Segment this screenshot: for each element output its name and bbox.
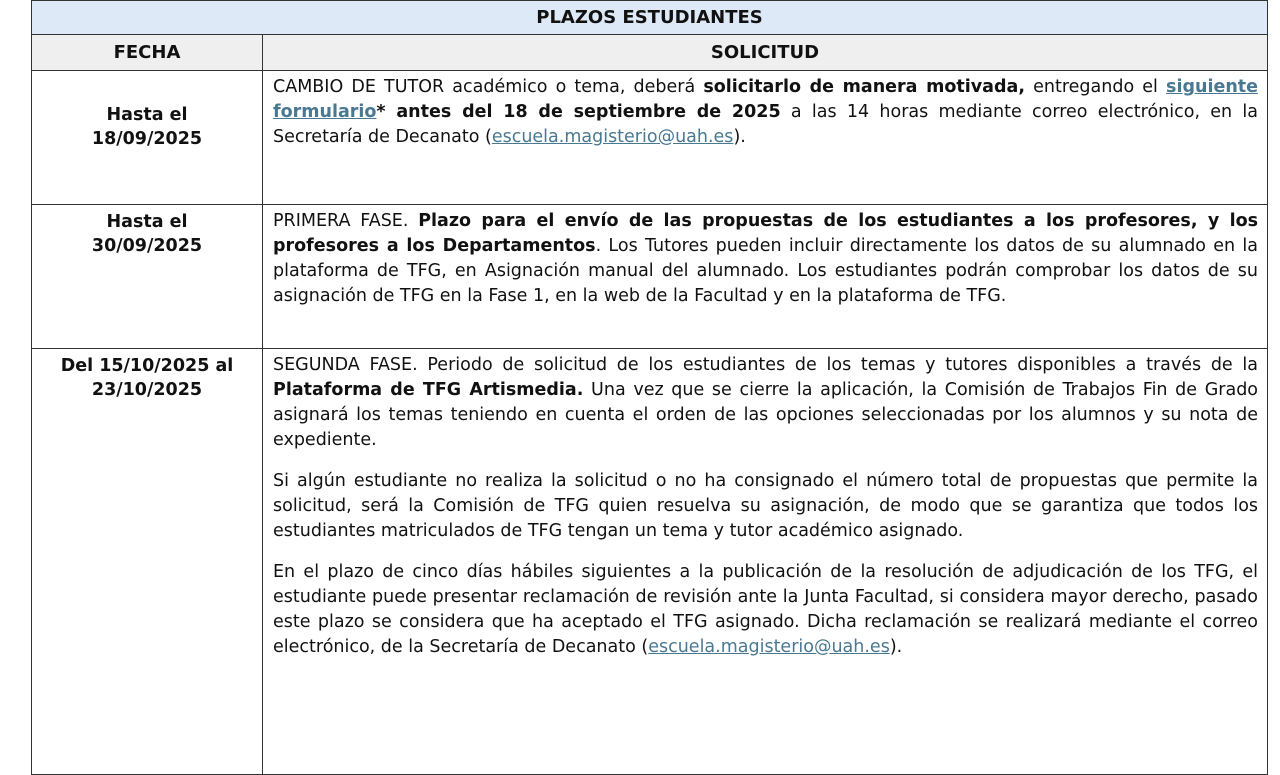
request-paragraph — [273, 209, 1258, 309]
deadlines-table — [31, 0, 1268, 775]
request-cell — [263, 349, 1268, 775]
request-bold-text: solicitarlo de manera motivada, — [703, 77, 1025, 97]
date-cell — [32, 71, 263, 205]
table-header-row — [32, 35, 1268, 71]
date-cell — [32, 205, 263, 349]
request-text: En el plazo de cinco días hábiles siguientes a la publicación de la resolución de adjudicación de los TFG, el estudiante puede presentar reclamación de revisión ante la Junta Facultad, si considera mayor derecho, pasado este plazo se considera que ha aceptado el TFG asignado. Dicha reclamación se realizará mediante el correo electrónico, de la Secretaría de Decanato ( — [273, 562, 1259, 657]
table-title: PLAZOS ESTUDIANTES — [32, 1, 1268, 35]
email-link[interactable]: escuela.magisterio@uah.es — [491, 127, 734, 147]
request-text: SEGUNDA FASE. Periodo de solicitud de los estudiantes de los temas y tutores disponibles a través de la — [273, 355, 1259, 375]
request-paragraph — [273, 353, 1258, 453]
date-line-2: 18/09/2025 — [91, 128, 203, 149]
request-text: . Los Tutores pueden incluir directamente los datos de su alumnado en la plataforma de TFG, en Asignación manual del alumnado. Los estudiantes podrán comprobar los datos de su asignación de TFG en la Fase 1, en la web de la Facultad y en la plataforma de TFG. — [273, 236, 1259, 306]
column-header-date: FECHA — [32, 35, 263, 71]
table-row — [32, 71, 1268, 205]
request-bold-text: Plataforma de TFG Artismedia. — [273, 380, 584, 400]
request-text: ). — [889, 637, 903, 657]
request-paragraph — [273, 560, 1258, 660]
request-text: PRIMERA FASE. — [273, 211, 419, 231]
request-paragraph: Si algún estudiante no realiza la solicitud o no ha consignado el número total de propuestas que permite la solicitud, será la Comisión de TFG quien resuelva su asignación, de modo que se garantiza que todos los estudiantes matriculados de TFG tengan un tema y tutor académico asignado. — [273, 471, 1259, 541]
column-header-request: SOLICITUD — [263, 35, 1268, 71]
table-title-row — [32, 1, 1268, 35]
request-text: ). — [733, 127, 746, 147]
request-paragraph — [273, 75, 1258, 150]
email-link[interactable]: escuela.magisterio@uah.es — [648, 637, 890, 657]
request-bold-text: Plazo para el envío de las propuestas de los estudiantes a los profesores, y los profesores a los Departamentos — [273, 211, 1259, 256]
date-line-2: 23/10/2025 — [91, 380, 203, 400]
request-cell — [263, 205, 1268, 349]
request-bold-text: * antes del 18 de septiembre de 2025 — [376, 102, 781, 122]
form-link[interactable]: siguiente formulario — [273, 77, 1259, 122]
date-line-2: 30/09/2025 — [91, 236, 203, 256]
request-text: entregando el — [1024, 77, 1167, 97]
request-cell — [263, 71, 1268, 205]
date-line-1: Hasta el — [106, 212, 188, 232]
request-text: a las 14 horas mediante correo electrónico, en la Secretaría de Decanato ( — [273, 102, 1258, 147]
date-line-1: Del 15/10/2025 al — [60, 356, 234, 376]
date-line-1: Hasta el — [106, 104, 188, 125]
table-row — [32, 205, 1268, 349]
date-cell — [32, 349, 263, 775]
table-row — [32, 349, 1268, 775]
request-text: Una vez que se cierre la aplicación, la Comisión de Trabajos Fin de Grado asignará los temas teniendo en cuenta el orden de las opciones seleccionadas por los alumnos y su nota de expediente. — [273, 380, 1259, 450]
request-text: CAMBIO DE TUTOR académico o tema, deberá — [273, 77, 704, 97]
